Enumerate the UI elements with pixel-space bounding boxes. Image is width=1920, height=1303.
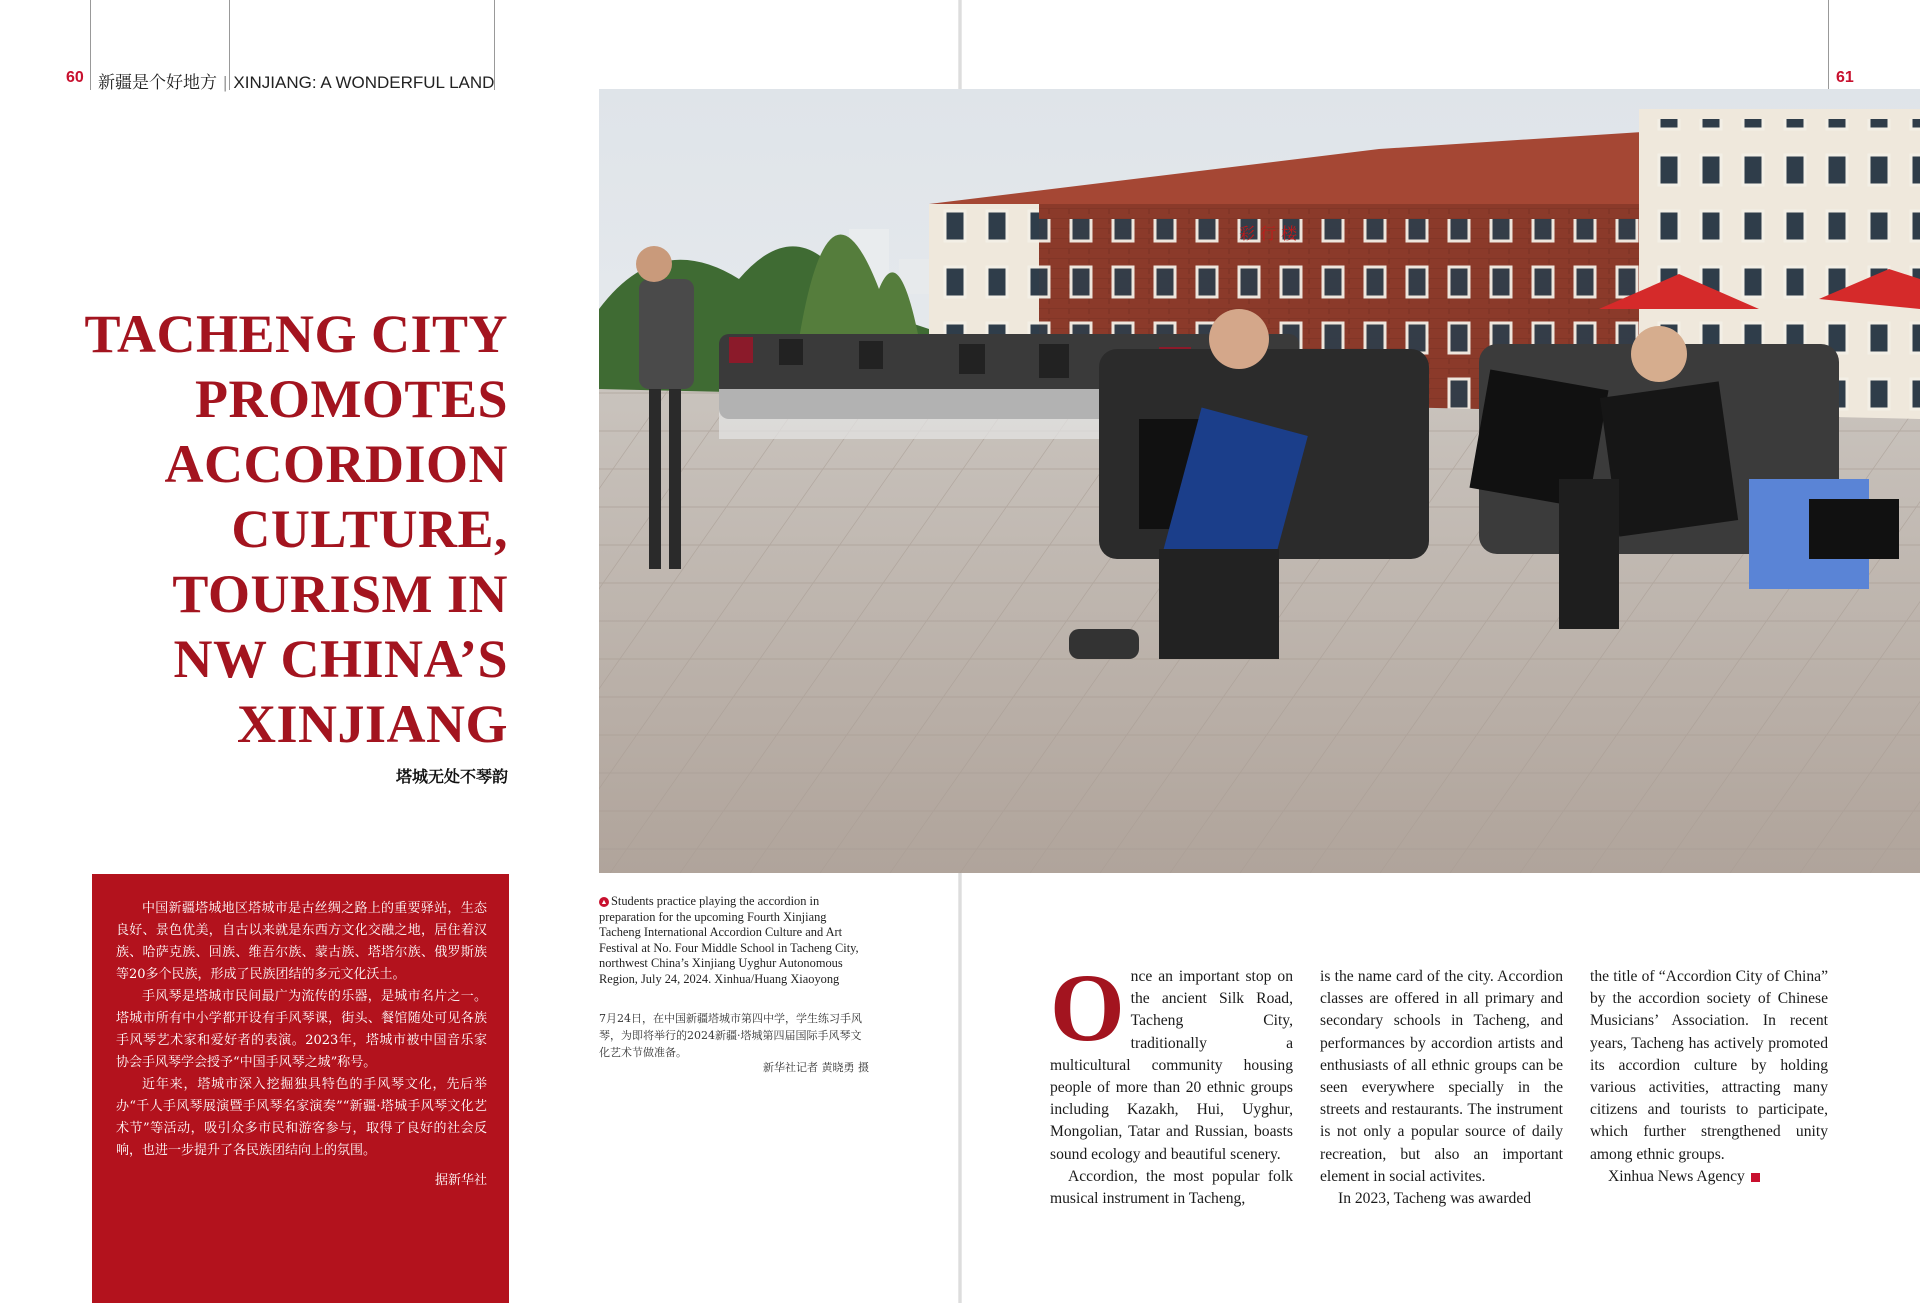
title-line: PROMOTES (194, 369, 508, 429)
accordion-students-photo (599, 89, 1920, 873)
title-line: ACCORDION (164, 434, 508, 494)
summary-paragraph: 近年来，塔城市深入挖掘独具特色的手风琴文化，先后举办“千人手风琴展演暨手风琴名家演奏”“新疆·塔城手风琴文化艺术节”等活动，吸引众多市民和游客参与，取得了良好的社会反响，也进一步提升了各民族团结向上的氛围。 (116, 1077, 487, 1158)
drop-cap: O (1050, 954, 1125, 1061)
left-page-number: 60 (66, 69, 84, 86)
photo-credit: 新华社记者 黄晓勇 摄 (763, 1061, 869, 1074)
summary-source: 据新华社 (434, 1173, 487, 1188)
title-line: NW CHINA’S (173, 629, 508, 689)
article-paragraph: In 2023, Tacheng was awarded (1338, 1190, 1532, 1208)
header-rule-left (90, 0, 91, 90)
article-column-3 (1590, 966, 1828, 1188)
end-mark-icon (1751, 1173, 1760, 1182)
title-line: XINJIANG (236, 694, 508, 754)
running-head-cn: 新疆是个好地方 (98, 73, 217, 92)
building-sign: 彩 行 楼 (1239, 224, 1298, 243)
article-column-2 (1320, 966, 1563, 1210)
article-paragraph: nce an important stop on the ancient Silk Road, Tacheng City, traditionally a multicultural community housing people of more than 20 ethnic groups including Kazakh, Hui, Uyghur, Mongolian, Tatar and Russian, boasts sound ecology and beautiful scenery. (1050, 968, 1293, 1163)
title-line: TACHENG CITY (84, 304, 508, 364)
chinese-summary-box (92, 874, 509, 1303)
caption-text-en: Students practice playing the accordion in preparation for the upcoming Fourth Xinjiang Tacheng International Accordion Culture and Art Festival at No. Four Middle School in Tacheng City, northwest China’s Xinjiang Uyghur Autonomous Region, July 24, 2024. Xinhua/Huang Xiaoyong (599, 894, 859, 986)
photo-caption-chinese: 7月24日，在中国新疆塔城市第四中学，学生练习手风琴，为即将举行的2024新疆·塔城第四届国际手风琴文化艺术节做准备。 (599, 1012, 862, 1059)
chinese-subtitle: 塔城无处不琴韵 (395, 767, 508, 786)
header-rule-right (1828, 0, 1829, 90)
running-head: 新疆是个好地方 | XINJIANG: A WONDERFUL LAND (98, 73, 495, 92)
article-column-1 (1050, 954, 1293, 1210)
article-title (60, 302, 508, 757)
article-paragraph: Accordion, the most popular folk musical instrument in Tacheng, (1050, 1167, 1293, 1208)
right-page-number: 61 (1836, 69, 1854, 86)
article-signature: Xinhua News Agency (1608, 1167, 1745, 1185)
photo-caption-english (599, 894, 869, 987)
title-line: TOURISM IN (172, 564, 508, 624)
caption-arrow-icon: ▲ (600, 898, 608, 907)
article-paragraph: the title of “Accordion City of China” by the accordion society of Chinese Musicians’ Association. In recent years, Tacheng has actively promoted its accordion culture by holding various activities, attracting many citizens and tourists to participate, which further strengthened unity among ethnic groups. (1590, 968, 1828, 1163)
title-line: CULTURE, (231, 499, 508, 559)
summary-paragraph: 手风琴是塔城市民间最广为流传的乐器，是城市名片之一。塔城市所有中小学都开设有手风琴课，街头、餐馆随处可见各族手风琴艺术家和爱好者的表演。2023年，塔城市被中国音乐家协会手风琴学会授予“中国手风琴之城”称号。 (116, 989, 487, 1070)
summary-paragraph: 中国新疆塔城地区塔城市是古丝绸之路上的重要驿站，生态良好、景色优美，自古以来就是东西方文化交融之地，居住着汉族、哈萨克族、回族、维吾尔族、蒙古族、塔塔尔族、俄罗斯族等20多个民族，形成了民族团结的多元文化沃土。 (116, 901, 487, 982)
running-head-en: XINJIANG: A WONDERFUL LAND (233, 73, 495, 92)
article-paragraph: is the name card of the city. Accordion classes are offered in all primary and secondary schools in Tacheng, and performances by accordion artists and enthusiasts of all ethnic groups can be seen everywhere specially in the streets and restaurants. The instrument is not only a popular source of daily recreation, but also an important element in social activites. (1320, 968, 1563, 1185)
